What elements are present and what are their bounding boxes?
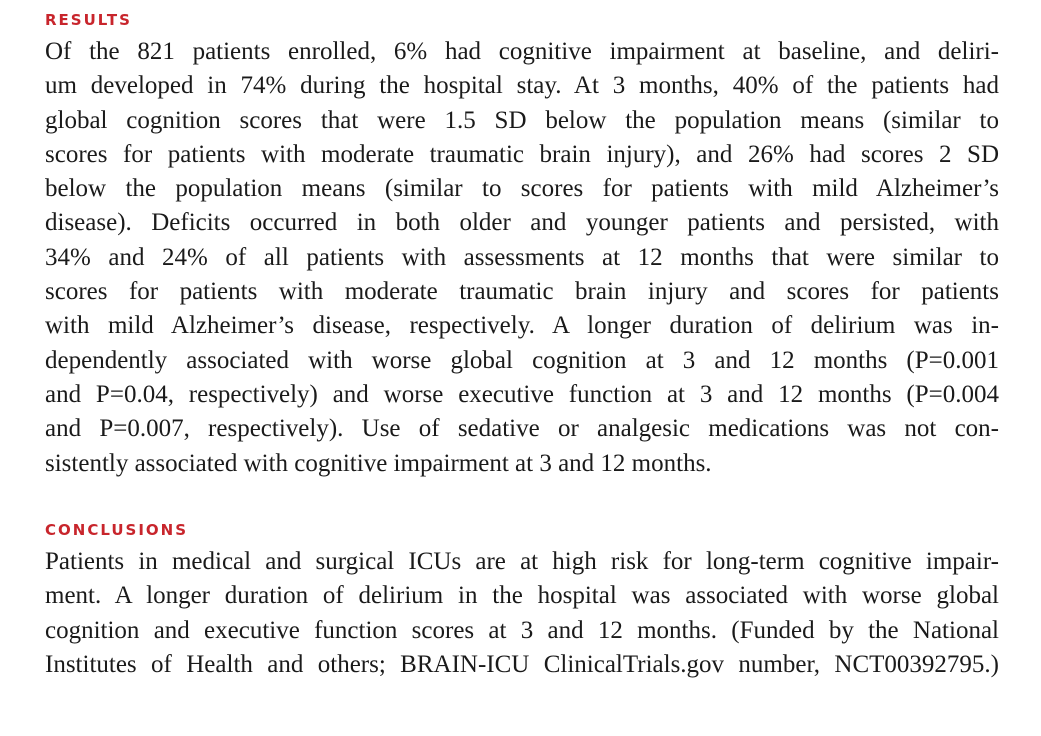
conclusions-heading: CONCLUSIONS — [45, 521, 189, 539]
conclusions-section — [45, 519, 999, 682]
conclusions-line: Patients in medical and surgical ICUs are at high risk for long-term cognitive impair- — [45, 548, 999, 575]
results-line: and P=0.04, respectively) and worse executive function at 3 and 12 months (P=0.004 — [45, 380, 999, 408]
results-line: and P=0.007, respectively). Use of sedative or analgesic medications was not con- — [45, 415, 999, 443]
results-paragraph — [45, 35, 999, 481]
results-line: with mild Alzheimer’s disease, respectively. A longer duration of delirium was in- — [45, 312, 999, 340]
results-line: Of the 821 patients enrolled, 6% had cognitive impairment at baseline, and deliri- — [45, 38, 999, 65]
results-line: below the population means (similar to scores for patients with mild Alzheimer’s — [45, 175, 999, 203]
results-line: dependently associated with worse global cognition at 3 and 12 months (P=0.001 — [45, 346, 999, 374]
conclusions-paragraph — [45, 545, 999, 682]
results-line: um developed in 74% during the hospital stay. At 3 months, 40% of the patients had — [45, 72, 999, 100]
conclusions-line: cognition and executive function scores at 3 and 12 months. (Funded by the National — [45, 616, 999, 644]
results-line: global cognition scores that were 1.5 SD below the population means (similar to — [45, 106, 999, 134]
conclusions-line: Institutes of Health and others; BRAIN-ICU ClinicalTrials.gov number, NCT00392795.) — [45, 650, 999, 678]
results-line: scores for patients with moderate traumatic brain injury), and 26% had scores 2 SD — [45, 140, 999, 168]
results-line: scores for patients with moderate traumatic brain injury and scores for patients — [45, 278, 999, 306]
results-line: disease). Deficits occurred in both older and younger patients and persisted, with — [45, 209, 999, 237]
results-line: sistently associated with cognitive impairment at 3 and 12 months. — [45, 449, 712, 477]
results-line: 34% and 24% of all patients with assessments at 12 months that were similar to — [45, 243, 999, 271]
results-heading: RESULTS — [45, 11, 132, 29]
results-section — [45, 9, 999, 481]
conclusions-line: ment. A longer duration of delirium in the hospital was associated with worse global — [45, 582, 999, 610]
